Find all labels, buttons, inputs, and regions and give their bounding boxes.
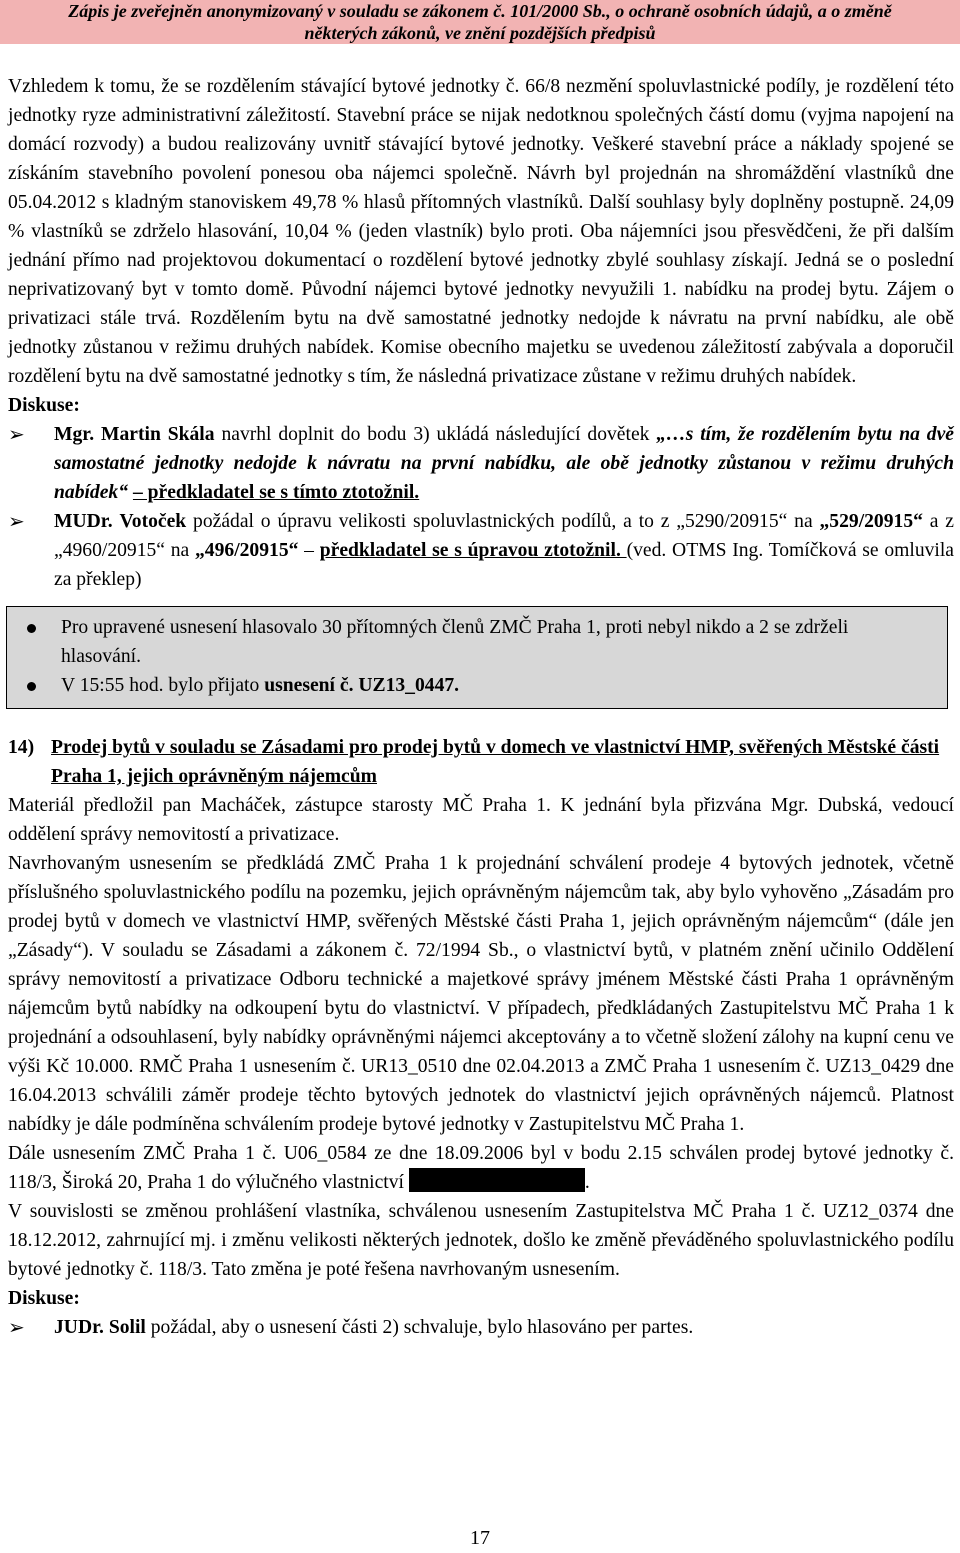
item-text-2: a z „4960/20915“ na: [54, 511, 954, 561]
vote-text: Pro upravené usnesení hlasovalo 30 přítomných členů ZMČ Praha 1, proti nebyl nikdo a 2 se zdrželi hlasování.: [61, 617, 849, 667]
speaker-name: Solil: [108, 1317, 146, 1338]
section-14-heading: [8, 733, 954, 791]
paragraph-end: .: [584, 1172, 590, 1193]
arrowhead-bullet-icon: ➢: [8, 509, 25, 533]
value-1: „529/20915“: [819, 511, 923, 532]
item-text: navrhl doplnit do bodu 3) ukládá následující dovětek: [214, 424, 657, 445]
section-paragraph-4: V souvislosti se změnou prohlášení vlastníka, schválenou usnesením Zastupitelstva MČ Praha 1 č. UZ12_0374 dne 18.12.2012, zahrnující mj. i změnu velikosti některých jednotek, došlo ke změně převáděného spoluvlastnického podílu bytové jednotky č. 118/3. Tato změna je poté řešena navrhovaným usnesením.: [8, 1201, 954, 1280]
vote-line-1: [23, 613, 933, 671]
arrowhead-bullet-icon: ➢: [8, 1315, 25, 1339]
vote-line-2: [23, 671, 933, 700]
header-line-2: některých zákonů, ve znění pozdějších předpisů: [304, 23, 656, 43]
discussion-item-solil: [8, 1313, 954, 1342]
section-title: Prodej bytů v souladu se Zásadami pro prodej bytů v domech ve vlastnictví HMP, svěřených Městské části Praha 1, jejich oprávněným nájemcům: [51, 737, 940, 787]
anonymization-header: [0, 0, 960, 44]
item-note: (ved. OTMS Ing. Tomíčková se omluvila za překlep): [54, 540, 954, 590]
discussion-heading: Diskuse:: [8, 1288, 80, 1309]
resolution-number: usnesení č. UZ13_0447.: [264, 675, 460, 696]
speaker-title: MUDr.: [54, 511, 113, 532]
arrowhead-bullet-icon: ➢: [8, 422, 25, 446]
vote-result-box: [6, 606, 948, 709]
item-result: – předkladatel se s tímto ztotožnil.: [132, 482, 420, 503]
discussion-item-votocek: [8, 507, 954, 594]
item-text: požádal, aby o usnesení části 2) schvaluje, bylo hlasováno per partes.: [145, 1317, 694, 1338]
speaker-title: JUDr.: [54, 1317, 104, 1338]
section-paragraph-3: [8, 1139, 954, 1197]
speaker-title: Mgr.: [54, 424, 95, 445]
vote-text: V 15:55 hod. bylo přijato: [61, 675, 265, 696]
item-text-1: požádal o úpravu velikosti spoluvlastnických podílů, a to z „5290/20915“ na: [186, 511, 820, 532]
section-paragraph-1: Materiál předložil pan Macháček, zástupce starosty MČ Praha 1. K jednání byla přizvána Mgr. Dubská, vedoucí oddělení správy nemovitostí a privatizace.: [8, 795, 954, 845]
speaker-name: Votoček: [119, 511, 187, 532]
item-result: předkladatel se s úpravou ztotožnil.: [319, 540, 627, 561]
item-quote: „…s tím, že rozdělením bytu na dvě samostatné jednotky nedojde k návratu na první nabídku, ale obě jednotky zůstanou v režimu druhých nabídek“: [54, 424, 954, 503]
paragraph-text: Dále usnesením ZMČ Praha 1 č. U06_0584 ze dne 18.09.2006 byl v bodu 2.15 schválen prodej bytové jednotky č. 118/3, Široká 20, Praha 1 do výlučného vlastnictví: [8, 1143, 954, 1193]
page-number: 17: [470, 1527, 490, 1549]
section-number: 14): [8, 737, 35, 758]
section-paragraph-2: Navrhovaným usnesením se předkládá ZMČ Praha 1 k projednání schválení prodeje 4 bytových jednotek, včetně příslušného spoluvlastnického podílu na pozemku, jejich oprávněným nájemcům tak, aby bylo vyhověno „Zásadám pro prodej bytů v domech ve vlastnictví HMP, svěřených Městské části Praha 1, jejich oprávněným nájemcům“ (dále jen „Zásady“). V souladu se Zásadami a zákonem č. 72/1994 Sb., o vlastnictví bytů, v platném znění učinilo Oddělení správy nemovitostí a privatizace Odboru technické a majetkové správy jménem Městské části Praha 1 oprávněným nájemcům bytů nabídky na odkoupení bytu do vlastnictví. V případech, předkládaných Zastupitelstvu MČ Praha 1 k projednání a odsouhlasení, byly nabídky oprávněnými nájemci akceptovány a to včetně složení zálohy na kupní cenu ve výši Kč 10.000. RMČ Praha 1 usnesením č. UR13_0510 dne 02.04.2013 a ZMČ Praha 1 usnesením č. UZ13_0429 dne 16.04.2013 schválili záměr prodeje těchto bytových jednotek do vlastnictví jejich oprávněných nájemců. Platnost nabídky je dále podmíněna schválením prodeje bytové jednotky v Zastupitelstvu MČ Praha 1.: [8, 853, 954, 1135]
document-body: [8, 72, 954, 1342]
dot-bullet-icon: [27, 624, 36, 633]
discussion-item-skala: [8, 420, 954, 507]
value-2: „496/20915“: [195, 540, 299, 561]
speaker-name: Martin Skála: [100, 424, 215, 445]
header-line-1: Zápis je zveřejněn anonymizovaný v souladu se zákonem č. 101/2000 Sb., o ochraně osobních údajů, a o změně: [68, 1, 892, 21]
discussion-heading: Diskuse:: [8, 395, 80, 416]
item-text-3: –: [298, 540, 320, 561]
intro-paragraph: Vzhledem k tomu, že se rozdělením stávající bytové jednotky č. 66/8 nezmění spoluvlastnické podíly, je rozdělení této jednotky ryze administrativní záležitostí. Stavební práce se nijak nedotknou společných částí domu (vyjma napojení na domácí rozvody) a budou realizovány uvnitř stávající bytové jednotky. Veškeré stavební práce a náklady spojené se získáním stavebního povolení ponesou oba nájemci společně. Návrh byl projednán na shromáždění vlastníků dne 05.04.2012 s kladným stanoviskem 49,78 % hlasů přítomných vlastníků. Další souhlasy byly doplněny postupně. 24,09 % vlastníků se zdrželo hlasování, 10,04 % (jeden vlastník) bylo proti. Oba nájemníci jsou přesvědčeni, že při dalším jednání přímo nad projektovou dokumentací o rozdělení bytové jednotky zbylé souhlasy získají. Jedná se o poslední neprivatizovaný byt v tomto domě. Původní nájemci bytové jednotky nevyužili 1. nabídku na prodej bytu. Zájem o privatizaci stále trvá. Rozdělením bytu na dvě samostatné jednotky nedojde k návratu na první nabídku, ale obě jednotky zůstanou v režimu druhých nabídek. Komise obecního majetku se uvedenou záležitostí zabývala a doporučil rozdělení bytu na dvě samostatné jednotky s tím, že následná privatizace zůstane v režimu druhých nabídek.: [8, 76, 954, 387]
redaction-block: [409, 1168, 585, 1192]
dot-bullet-icon: [27, 682, 36, 691]
